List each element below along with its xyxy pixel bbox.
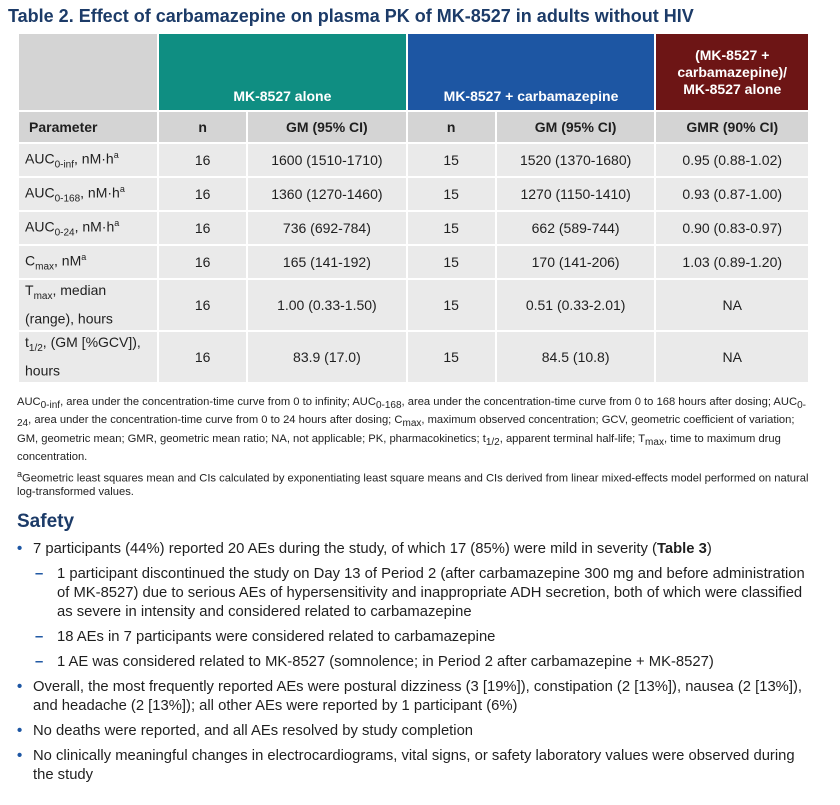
bullet-marker: • xyxy=(17,748,23,764)
dash-marker: – xyxy=(35,654,44,670)
n-combo-cell: 15 xyxy=(408,144,495,176)
sub-list-item: – 1 AE was considered related to MK-8527 (somnolence; in Period 2 after carbamazepine + MK-8527) xyxy=(35,654,714,670)
gm-alone-cell: 83.9 (17.0) xyxy=(248,332,405,382)
gm-alone-cell: 1600 (1510-1710) xyxy=(248,144,405,176)
bullet-marker: • xyxy=(17,723,23,739)
col-header-n-alone: n xyxy=(159,112,246,142)
col-header-parameter: Parameter xyxy=(19,112,157,142)
gmr-cell: NA xyxy=(656,332,808,382)
table-row xyxy=(19,212,808,244)
n-alone-cell: 16 xyxy=(159,212,246,244)
gmr-cell: 0.95 (0.88-1.02) xyxy=(656,144,808,176)
group-header-combo: MK-8527 + carbamazepine xyxy=(408,34,655,110)
pk-table xyxy=(17,32,810,384)
n-alone-cell: 16 xyxy=(159,332,246,382)
col-header-gm-alone: GM (95% CI) xyxy=(248,112,405,142)
gm-combo-cell: 84.5 (10.8) xyxy=(497,332,655,382)
sub-list-item: – 18 AEs in 7 participants were considered related to carbamazepine xyxy=(35,629,496,645)
group-header-alone: MK-8527 alone xyxy=(159,34,405,110)
sub-list-item: – 1 participant discontinued the study on Day 13 of Period 2 (after carbamazepine 300 mg and before administration of MK-8527) due to serious AEs of hypersensitivity and inappropriate ADH secretion, both of which were classified as severe in intensity and considered related to carbamazepine xyxy=(35,566,805,620)
bullet-marker: • xyxy=(17,541,23,557)
gm-alone-cell: 1.00 (0.33-1.50) xyxy=(248,280,405,330)
col-header-n-combo: n xyxy=(408,112,495,142)
table-row xyxy=(19,280,808,330)
col-header-gmr: GMR (90% CI) xyxy=(656,112,808,142)
param-cell: $AUC_{0-168}$, $nM\cdot h^a$ xyxy=(19,178,157,210)
list-item: • 7 participants (44%) reported 20 AEs during the study, of which 17 (85%) were mild in severity (Table 3) xyxy=(17,541,712,557)
n-alone-cell: 16 xyxy=(159,246,246,278)
table-row xyxy=(19,332,808,382)
dash-marker: – xyxy=(35,629,44,645)
param-cell: $T_{max}$, median (range), hours xyxy=(19,280,157,330)
param-cell: $C_{max}$, $nM^a$ xyxy=(19,246,157,278)
n-alone-cell: 16 xyxy=(159,280,246,330)
gm-combo-cell: 1270 (1150-1410) xyxy=(497,178,655,210)
header-blank xyxy=(19,34,157,110)
param-cell: $t_{1/2}$, (GM [%GCV]), hours xyxy=(19,332,157,382)
n-combo-cell: 15 xyxy=(408,212,495,244)
list-item: • No deaths were reported, and all AEs resolved by study completion xyxy=(17,723,474,739)
gmr-cell: NA xyxy=(656,280,808,330)
gm-combo-cell: 1520 (1370-1680) xyxy=(497,144,655,176)
table-row xyxy=(19,246,808,278)
table-row xyxy=(19,178,808,210)
n-combo-cell: 15 xyxy=(408,178,495,210)
gmr-cell: 0.93 (0.87-1.00) xyxy=(656,178,808,210)
gm-alone-cell: 165 (141-192) xyxy=(248,246,405,278)
gm-alone-cell: 736 (692-784) xyxy=(248,212,405,244)
n-alone-cell: 16 xyxy=(159,178,246,210)
table-footnotes xyxy=(17,395,817,500)
n-combo-cell: 15 xyxy=(408,246,495,278)
list-item: • No clinically meaningful changes in electrocardiograms, vital signs, or safety laboratory values were observed during the study xyxy=(17,748,795,783)
gls-mean-footnote: $^a$Geometric least squares mean and CIs calculated by exponentiating least square means and CIs derived from linear mixed-effects model performed on natural log-transformed values. xyxy=(17,468,809,499)
gmr-cell: 0.90 (0.83-0.97) xyxy=(656,212,808,244)
table-row xyxy=(19,144,808,176)
param-cell: $AUC_{0-inf}$, $nM\cdot h^a$ xyxy=(19,144,157,176)
gm-combo-cell: 0.51 (0.33-2.01) xyxy=(497,280,655,330)
safety-list xyxy=(17,540,817,791)
abbreviations-footnote: $AUC_{0-inf}$, area under the concentration-time curve from 0 to infinity; $AUC_{0-168}$, area under the concentration-time curve from 0 to 168 hours after dosing; $AUC_{0-24}$, area under the concentration-time curve from 0 to 24 hours after dosing; $C_{max}$, maximum observed concentration; GCV, geometric coefficient of variation; GM, geometric mean; GMR, geometric mean ratio; NA, not applicable; PK, pharmacokinetics; $t_{1/2}$, apparent terminal half-life; $T_{max}$, time to maximum drug concentration. xyxy=(17,396,806,464)
gm-combo-cell: 662 (589-744) xyxy=(497,212,655,244)
n-alone-cell: 16 xyxy=(159,144,246,176)
n-combo-cell: 15 xyxy=(408,280,495,330)
table-title: Table 2. Effect of carbamazepine on plasma PK of MK-8527 in adults without HIV xyxy=(8,6,694,26)
n-combo-cell: 15 xyxy=(408,332,495,382)
group-header-ratio: (MK-8527 + carbamazepine)/ MK-8527 alone xyxy=(656,34,808,110)
gm-alone-cell: 1360 (1270-1460) xyxy=(248,178,405,210)
dash-marker: – xyxy=(35,566,44,582)
col-header-gm-combo: GM (95% CI) xyxy=(497,112,655,142)
gm-combo-cell: 170 (141-206) xyxy=(497,246,655,278)
list-item: • Overall, the most frequently reported AEs were postural dizziness (3 [19%]), constipation (2 [13%]), nausea (2 [13%]), and headache (2 [13%]); all other AEs were reported by 1 participant (6%) xyxy=(17,679,802,714)
safety-heading: Safety xyxy=(17,511,75,532)
gmr-cell: 1.03 (0.89-1.20) xyxy=(656,246,808,278)
bullet-marker: • xyxy=(17,679,23,695)
param-cell: $AUC_{0-24}$, $nM\cdot h^a$ xyxy=(19,212,157,244)
